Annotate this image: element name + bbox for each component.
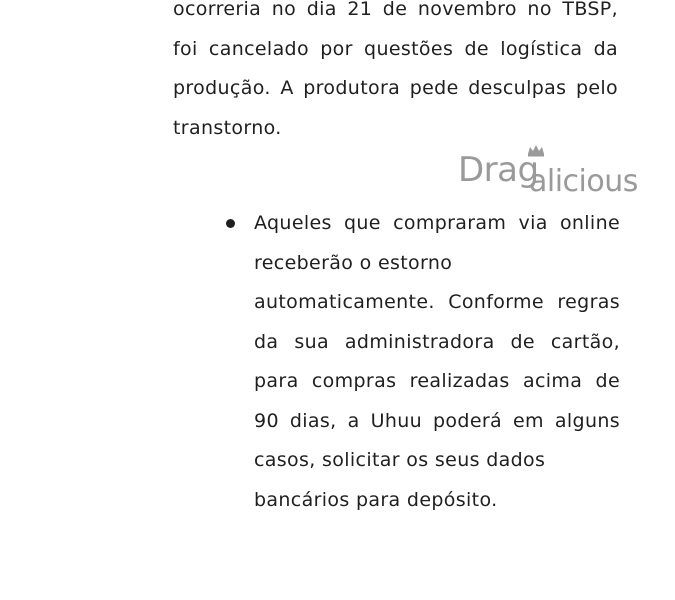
paragraph-line: produção. A produtora pede desculpas pelo [173, 77, 618, 99]
cancellation-paragraph [173, 0, 618, 148]
svg-text:Drag: Drag [458, 150, 539, 190]
refund-bullet-list [220, 204, 620, 520]
bullet-line: receberão o estorno [254, 251, 453, 274]
bullet-line: da sua administradora de cartão, [254, 330, 620, 353]
bullet-line: 90 dias, a Uhuu poderá em alguns [254, 409, 620, 432]
bullet-line: para compras realizadas acima de [254, 370, 620, 392]
bullet-dot-icon [226, 219, 235, 228]
svg-text:alicious: alicious [529, 164, 638, 199]
bullet-line: Aqueles que compraram via online [254, 212, 620, 234]
bullet-line: bancários para depósito. [254, 488, 498, 511]
bullet-line: casos, solicitar os seus dados [254, 449, 546, 471]
bullet-line: automaticamente. Conforme regras [254, 291, 620, 313]
paragraph-line: foi cancelado por questões de logística da [173, 37, 618, 60]
list-item [220, 204, 620, 520]
dragalicious-watermark-logo [458, 140, 658, 200]
paragraph-line: transtorno. [173, 116, 282, 139]
paragraph-line: ocorreria no dia 21 de novembro no TBSP, [173, 0, 618, 20]
